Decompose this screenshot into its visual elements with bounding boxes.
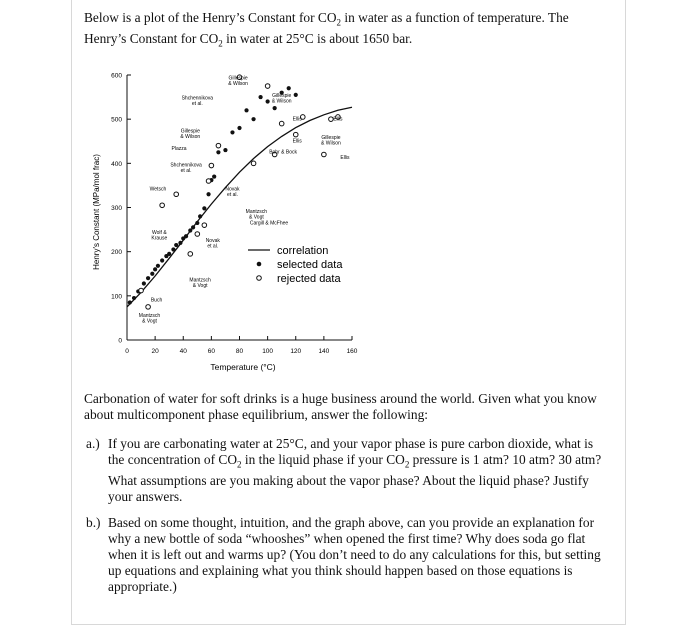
question-a-line2-b: in the liquid phase if your CO bbox=[241, 452, 405, 467]
rejected-data-point bbox=[202, 223, 207, 228]
selected-data-point bbox=[212, 174, 216, 178]
rejected-data-point bbox=[188, 252, 193, 257]
selected-data-point bbox=[216, 150, 220, 154]
annotation-label-line2: & Wilson bbox=[228, 80, 248, 87]
legend-selected-marker bbox=[257, 262, 262, 267]
question-b-line2: why a new bottle of soda “whooshes” when opened the first time? Why does soda go flat bbox=[108, 531, 586, 546]
question-a-line2-sub: 2 bbox=[237, 459, 242, 470]
question-b-line1: Based on some thought, intuition, and the graph above, can you provide an explanation for bbox=[108, 515, 595, 530]
intro-line2-sub: 2 bbox=[218, 38, 223, 49]
x-tick-label: 140 bbox=[318, 348, 330, 355]
chart-ylabel: Henry's Constant (MPa/mol frac) bbox=[92, 154, 101, 270]
selected-data-point bbox=[142, 281, 146, 285]
question-a-body bbox=[108, 436, 612, 505]
annotation-label: Ellis bbox=[292, 116, 302, 123]
selected-data-point bbox=[206, 192, 210, 196]
annotation-label: Buch bbox=[150, 297, 163, 304]
x-tick-label: 120 bbox=[290, 348, 302, 355]
question-a-line4: your answers. bbox=[108, 488, 183, 504]
x-tick-label: 20 bbox=[151, 348, 159, 355]
annotation-label-line2: & Vogt bbox=[192, 283, 208, 290]
rejected-data-point bbox=[216, 143, 221, 148]
selected-data-point bbox=[258, 95, 262, 99]
annotation-label: Cargill & McFhee bbox=[249, 220, 289, 227]
selected-data-point bbox=[198, 214, 202, 218]
annotation-label: Wolf & bbox=[152, 230, 167, 236]
x-tick-label: 160 bbox=[346, 348, 358, 355]
intro-line2-a: Henry’s Constant for CO bbox=[84, 30, 219, 46]
selected-data-point bbox=[266, 99, 270, 103]
question-b-line4: up equations and explaining what you think should happen based on those equations is bbox=[108, 563, 573, 578]
selected-data-point bbox=[287, 86, 291, 90]
question-a-line2-c: pressure is 1 atm? 10 atm? 30 atm? bbox=[409, 452, 602, 467]
selected-data-point bbox=[188, 228, 192, 232]
annotation-label-line2: et al. bbox=[207, 243, 219, 250]
y-tick-label: 200 bbox=[111, 249, 122, 257]
selected-data-point bbox=[146, 276, 150, 280]
intro-line1-b: in water as a function of temperature. The bbox=[341, 10, 569, 25]
annotation-label: Ellis bbox=[333, 116, 343, 123]
selected-data-point bbox=[171, 247, 175, 251]
y-tick-label: 0 bbox=[118, 337, 122, 345]
annotation-label-line2: et al. bbox=[180, 167, 192, 174]
selected-data-point bbox=[195, 221, 199, 225]
y-tick-label: 600 bbox=[111, 72, 122, 80]
question-b-line5: appropriate.) bbox=[108, 579, 177, 594]
x-tick-label: 40 bbox=[179, 348, 187, 355]
rejected-data-point bbox=[322, 152, 327, 157]
x-tick-label: 0 bbox=[125, 348, 129, 355]
question-a-line1: If you are carbonating water at 25°C, and your vapor phase is pure carbon dioxide, what is bbox=[108, 436, 594, 451]
selected-data-point bbox=[223, 148, 227, 152]
question-b-label: b.) bbox=[86, 515, 101, 530]
annotation-label: Gillespie bbox=[272, 93, 292, 100]
selected-data-point bbox=[184, 234, 188, 238]
annotation-label: Ellis bbox=[340, 154, 350, 161]
annotation-label-line2: & Wilson bbox=[271, 98, 292, 105]
selected-data-point bbox=[167, 252, 171, 256]
annotation-label: Ellis bbox=[292, 138, 302, 145]
x-tick-label: 60 bbox=[207, 348, 215, 355]
rejected-data-point bbox=[195, 232, 200, 237]
legend-rejected-marker bbox=[257, 276, 262, 281]
intro-line1-a: Below is a plot of the Henry’s Constant for CO bbox=[84, 10, 337, 25]
annotation-label: Bohr & Bock bbox=[269, 149, 297, 156]
y-tick-label: 500 bbox=[111, 116, 122, 124]
x-tick-label: 100 bbox=[262, 348, 274, 355]
legend-rejected-label: rejected data bbox=[277, 273, 341, 285]
selected-data-point bbox=[244, 108, 248, 112]
rejected-data-point bbox=[293, 132, 298, 137]
annotation-label: Shchennikova bbox=[170, 162, 202, 169]
annotation-label: Mantzsch bbox=[245, 208, 268, 215]
question-a-line2-a: the concentration of CO bbox=[108, 452, 238, 467]
rejected-data-point bbox=[265, 84, 270, 89]
selected-data-point bbox=[230, 130, 234, 134]
legend-selected-label: selected data bbox=[277, 259, 343, 271]
question-b-line3: when it is left out and warms up? (You don’t need to do any calculations for this, but setting bbox=[108, 547, 601, 562]
annotation-label: Novak bbox=[225, 186, 240, 193]
annotation-label-line2: & Wilson bbox=[180, 133, 201, 140]
y-tick-label: 100 bbox=[111, 293, 122, 301]
question-a-line3: What assumptions are you making about the vapor phase? About the liquid phase? Justify bbox=[108, 472, 589, 488]
selected-data-point bbox=[153, 267, 157, 271]
rejected-data-point bbox=[251, 161, 256, 166]
annotation-label: Wetsch bbox=[149, 186, 167, 193]
annotation-label-line2: et al. bbox=[191, 100, 203, 107]
selected-data-point bbox=[178, 241, 182, 245]
y-tick-label: 400 bbox=[111, 160, 122, 168]
carbonation-line1: Carbonation of water for soft drinks is a huge business around the world. Given what you know bbox=[84, 391, 597, 406]
selected-data-point bbox=[150, 272, 154, 276]
carbonation-line2: about multicomponent phase equilibrium, answer the following: bbox=[84, 407, 428, 422]
question-b-body bbox=[108, 515, 612, 595]
annotation-label: Mantzsch bbox=[189, 277, 211, 284]
selected-data-point bbox=[174, 243, 178, 247]
annotation-label: Mantzsch bbox=[138, 313, 161, 320]
annotation-label-line2: et al. bbox=[227, 192, 238, 199]
carbonation-paragraph bbox=[84, 391, 614, 423]
selected-data-point bbox=[128, 300, 132, 304]
selected-data-point bbox=[132, 296, 136, 300]
annotation-label-line2: Krause bbox=[151, 235, 168, 242]
annotation-label: Novak bbox=[205, 237, 220, 244]
selected-data-point bbox=[237, 126, 241, 130]
selected-data-point bbox=[251, 117, 255, 121]
annotation-label: Shchennikova bbox=[181, 95, 214, 102]
rejected-data-point bbox=[174, 192, 179, 197]
selected-data-point bbox=[273, 106, 277, 110]
rejected-data-point bbox=[146, 305, 151, 310]
annotation-label-line2: & Wilson bbox=[321, 140, 341, 147]
x-tick-label: 80 bbox=[235, 348, 244, 355]
y-tick-label: 300 bbox=[111, 205, 122, 212]
legend-correlation-label: correlation bbox=[277, 245, 329, 257]
annotation-label-line2: & Vogt bbox=[249, 214, 264, 221]
rejected-data-point bbox=[206, 179, 211, 184]
selected-data-point bbox=[202, 206, 206, 210]
selected-data-point bbox=[191, 225, 195, 229]
chart-xlabel: Temperature (°C) bbox=[210, 362, 276, 372]
rejected-data-point bbox=[209, 163, 214, 168]
annotation-label: Plazza bbox=[171, 146, 187, 153]
intro-line2-b: in water at 25°C is about 1650 bar. bbox=[222, 30, 413, 46]
rejected-data-point bbox=[139, 288, 144, 293]
annotation-label: Gillespie bbox=[228, 75, 248, 82]
rejected-data-point bbox=[279, 121, 284, 126]
rejected-data-point bbox=[160, 203, 165, 208]
annotation-label: Gillespie bbox=[321, 135, 341, 142]
annotation-label: Gillespie bbox=[180, 128, 200, 135]
selected-data-point bbox=[156, 264, 160, 268]
intro-line1-sub: 2 bbox=[336, 17, 342, 28]
question-a-label: a.) bbox=[86, 436, 100, 451]
selected-data-point bbox=[160, 258, 164, 262]
question-a-line2-sub2: 2 bbox=[404, 459, 410, 470]
selected-data-point bbox=[294, 93, 298, 97]
annotation-label-line2: & Vogt bbox=[142, 318, 157, 325]
